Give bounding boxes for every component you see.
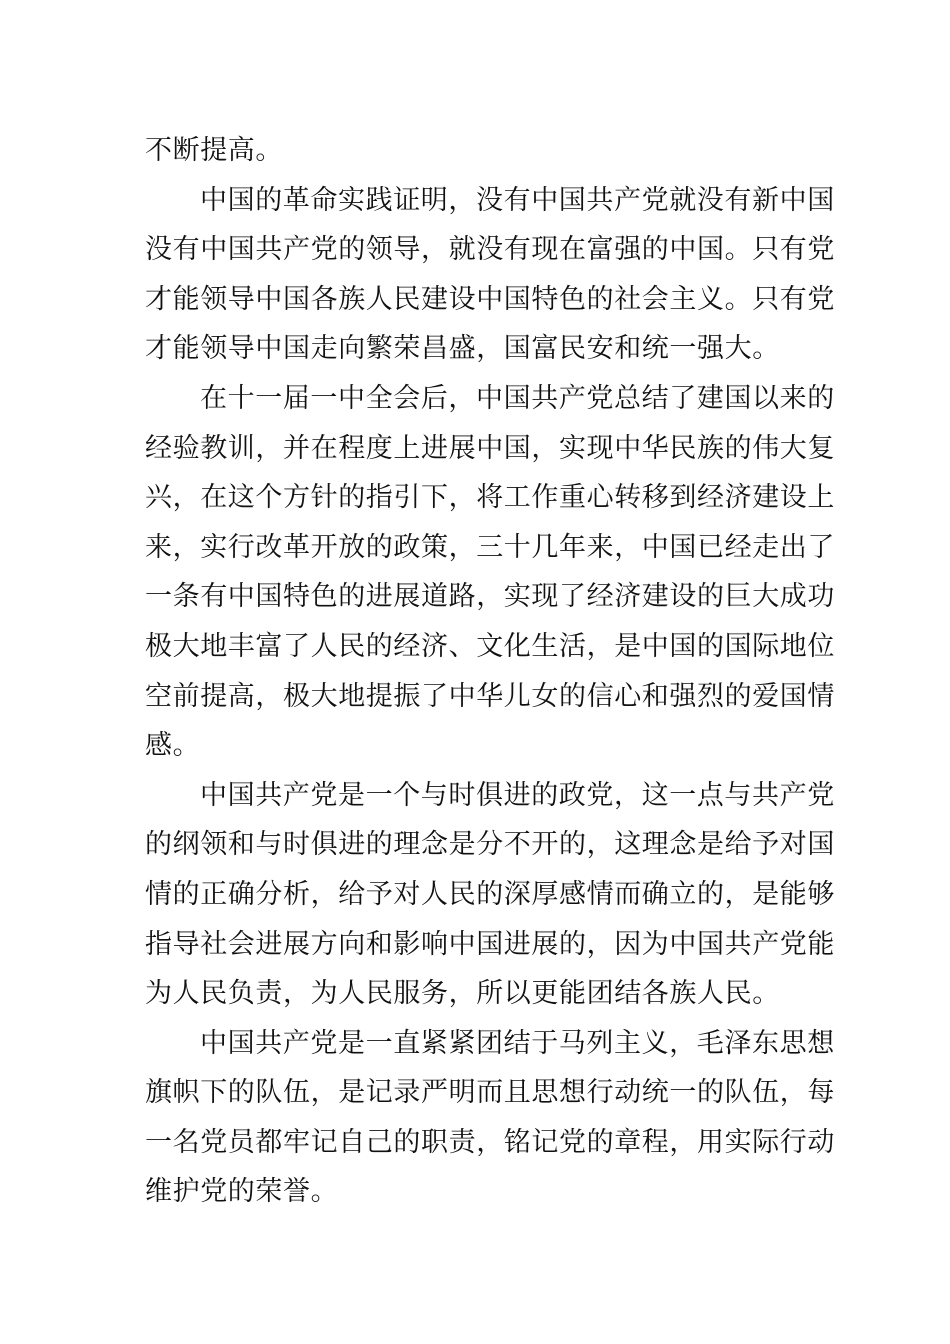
text-line: 的纲领和与时俱进的理念是分不开的，这理念是给予对国 (145, 829, 835, 861)
text-line: 空前提高，极大地提振了中华儿女的信心和强烈的爱国情 (145, 680, 835, 712)
paragraph-first-line: 中国共产党是一个与时俱进的政党，这一点与共产党 (200, 779, 835, 811)
text-line: 兴，在这个方针的指引下，将工作重心转移到经济建设上 (145, 482, 835, 514)
text-line: 来，实行改革开放的政策，三十几年来，中国已经走出了 (145, 531, 835, 563)
text-line: 极大地丰富了人民的经济、文化生活，是中国的国际地位 (145, 630, 835, 662)
text-line: 一名党员都牢记自己的职责，铭记党的章程，用实际行动 (145, 1126, 835, 1158)
text-line: 为人民负责，为人民服务，所以更能团结各族人民。 (145, 978, 780, 1010)
text-line: 才能领导中国走向繁荣昌盛，国富民安和统一强大。 (145, 333, 780, 365)
text-line: 感。 (145, 730, 201, 762)
body-text (145, 126, 835, 1217)
text-line: 没有中国共产党的领导，就没有现在富强的中国。只有党 (145, 234, 835, 266)
text-line: 一条有中国特色的进展道路，实现了经济建设的巨大成功 (145, 581, 835, 613)
text-line: 情的正确分析，给予对人民的深厚感情而确立的，是能够 (145, 878, 835, 910)
text-line: 经验教训，并在程度上进展中国，实现中华民族的伟大复 (145, 432, 835, 464)
text-line: 旗帜下的队伍，是记录严明而且思想行动统一的队伍，每 (145, 1077, 835, 1109)
text-line: 才能领导中国各族人民建设中国特色的社会主义。只有党 (145, 283, 835, 315)
paragraph-first-line: 在十一届一中全会后，中国共产党总结了建国以来的 (200, 382, 835, 414)
paragraph-first-line: 中国的革命实践证明，没有中国共产党就没有新中国 (200, 184, 835, 216)
text-line: 维护党的荣誉。 (145, 1176, 339, 1208)
paragraph-first-line: 中国共产党是一直紧紧团结于马列主义，毛泽东思想 (200, 1027, 835, 1059)
text-line: 指导社会进展方向和影响中国进展的，因为中国共产党能 (145, 928, 835, 960)
text-line: 不断提高。 (145, 135, 283, 166)
